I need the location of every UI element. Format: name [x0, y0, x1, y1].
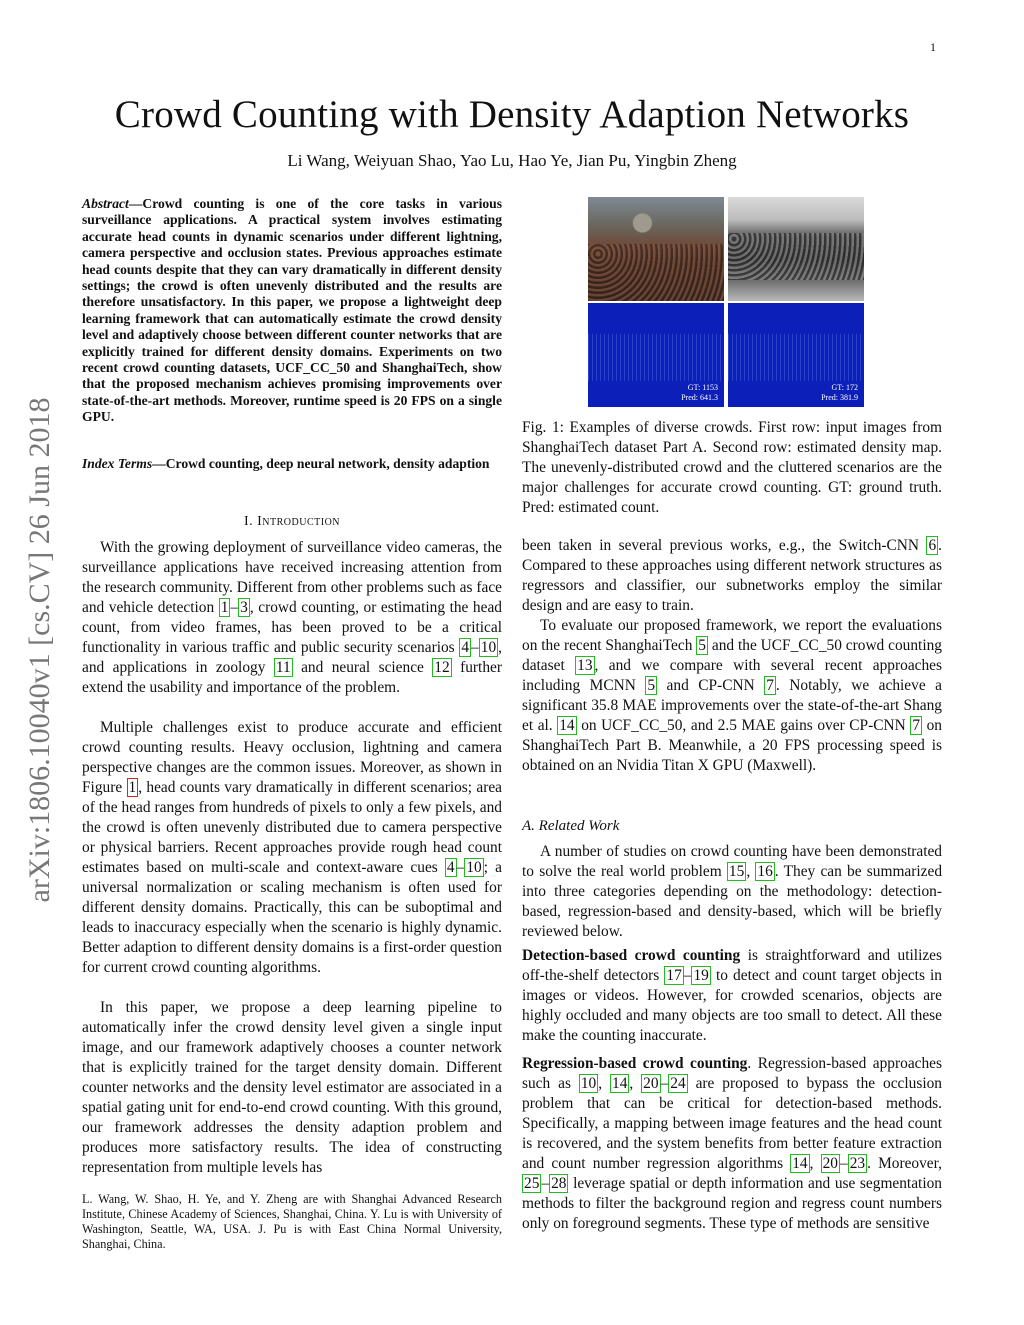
density-map-1-label: GT: 1153 Pred: 641.3 — [681, 383, 718, 402]
paper-title: Crowd Counting with Density Adaption Networks — [114, 93, 910, 136]
intro-paragraph-4: To evaluate our proposed framework, we report the evaluations on the recent ShanghaiTech 5 and the UCF_CC_50 crowd counting dataset 13 , and we compare with several recent approaches including MCNN 5 and CP-CNN 7 . Notably, we achieve a significant 35.8 MAE improvements over the state-of-the-art Shang et al. 14 on UCF_CC_50, and 2.5 MAE gains over CP-CNN 7 on ShanghaiTech Part B. Meanwhile, a 20 FPS processing speed is obtained on an Nvidia Titan X GPU (Maxwell). — [522, 617, 942, 774]
arxiv-identifier: arXiv:1806.10040v1 [cs.CV] 26 Jun 2018 — [23, 397, 56, 903]
crowd-image-1 — [588, 197, 724, 301]
section-heading-introduction: I. Introduction — [243, 514, 341, 529]
figure-caption: Fig. 1: Examples of diverse crowds. First row: input images from ShanghaiTech dataset Part A. Second row: estimated density map. The unevenly-distributed crowd and the cluttered scenarios are the major challenges for accurate crowd counting. GT: ground truth. Pred: estimated count. — [522, 419, 942, 516]
regression-based-paragraph: Regression-based crowd counting. Regression-based approaches such as 10 , 14 , 20 – 24 are proposed to bypass the occlusion problem that can be critical for detection-based methods. Specifically, a mapping between image features and the head count is recovered, and the system benefits from better feature extraction and count number regression algorithms 14 , 20 – 23 . Moreover, 25 – 28 leverage spatial or depth information and use segmentation methods to filter the background region and regress count numbers only on foreground segments. These type of methods are sensitive — [522, 1055, 942, 1232]
crowd-image-2 — [728, 197, 864, 301]
intro-paragraph-2: Multiple challenges exist to produce accurate and efficient crowd counting results. Heavy occlusion, lightning and camera perspective changes are the common issues. Moreover, as shown in Figure 1 , head counts vary dramatically in different scenarios; area of the head ranges from hundreds of pixels to only a few pixels, and the crowd is often unevenly distributed due to camera perspective or physical barriers. Recent approaches provide rough head count estimates based on multi-scale and context-aware cues 4 – 10 ; a universal normalization or scaling mechanism is often used for different density domains. Practically, this can be suboptimal and leads to inaccuracy especially when the scenario is highly dynamic. Better adaption to different density domains is a first-order question for current crowd counting algorithms. — [82, 719, 502, 976]
density-map-2 — [728, 303, 864, 407]
page-number: 1 — [930, 40, 936, 54]
index-terms: Index Terms—Crowd counting, deep neural network, density adaption — [82, 456, 490, 471]
subsection-heading-related-work: A. Related Work — [522, 818, 620, 834]
density-map-2-label: GT: 172 Pred: 381.9 — [821, 383, 858, 402]
density-map-1 — [588, 303, 724, 407]
abstract-text: Crowd counting is one of the core tasks in various surveillance applications. A practical system involves estimating accurate head counts in dynamic scenarios under different lightning, camera perspective and occlusion states. Previous approaches estimate head counts despite that they can vary dramatically in different density settings; the crowd is often unevenly distributed and the results are therefore unsatisfactory. In this paper, we propose a lightweight deep learning framework that can automatically estimate the crowd density level and adaptively choose between different counter networks that are explicitly trained for different density domains. Experiments on two recent crowd counting datasets, UCF_CC_50 and ShanghaiTech, show that the proposed mechanism achieves promising improvements over state-of-the-art methods. Moreover, runtime speed is 20 FPS on a single GPU. — [82, 196, 502, 425]
footnote: L. Wang, W. Shao, H. Ye, and Y. Zheng are with Shanghai Advanced Research Institute, Chinese Academy of Sciences, Shanghai, China. Y. Lu is with University of Washington, Seattle, WA, USA. J. Pu is with East China Normal University, Shanghai, China. — [82, 1192, 502, 1251]
detection-based-paragraph: Detection-based crowd counting is straightforward and utilizes off-the-shelf detectors 17 – 19 to detect and count target objects in images or videos. However, for crowded scenarios, objects are highly occluded and many objects are too small to detect. All these make the counting inaccurate. — [522, 947, 942, 1044]
intro-paragraph-1: With the growing deployment of surveillance video cameras, the surveillance applications have received increasing attention from the research community. Different from other problems such as face and vehicle detection 1 – 3 , crowd counting, or estimating the head count, from video frames, has been proved to be a critical functionality in various traffic and public security scenarios 4 – 10 , and applications in zoology 11 and neural science 12 further extend the usability and importance of the problem. — [82, 539, 502, 696]
related-work-paragraph-1: A number of studies on crowd counting have been demonstrated to solve the real world problem 15 , 16 . They can be summarized into three categories depending on the methodology: detection-based, regression-based and density-based, which will be briefly reviewed below. — [522, 843, 943, 940]
figure-1 — [586, 195, 876, 410]
index-terms-text: Crowd counting, deep neural network, density adaption — [165, 456, 490, 471]
abstract-label: Abstract — [82, 196, 129, 211]
regression-based-heading: Regression-based crowd counting — [522, 1055, 748, 1072]
arxiv-sidebar — [20, 360, 60, 940]
intro-paragraph-3: In this paper, we propose a deep learning pipeline to automatically infer the crowd density level given a single input image, and our framework adaptively chooses a counter network that is explicitly trained for the target density domain. Different counter networks and the density level estimator are associated in a spatial gating unit for end-to-end crowd counting. With this ground, our framework addresses the density adaption problem and produces more satisfactory results. The idea of constructing representation from multiple levels has — [82, 999, 502, 1176]
paper-authors: Li Wang, Weiyuan Shao, Yao Lu, Hao Ye, Jian Pu, Yingbin Zheng — [287, 151, 737, 170]
intro-paragraph-3-continued: been taken in several previous works, e.g., the Switch-CNN 6 . Compared to these approaches using different network structures as regressors and classifier, our subnetworks employ the similar design and are easy to train. — [522, 537, 942, 614]
abstract: Abstract—Crowd counting is one of the core tasks in various surveillance applications. A practical system involves estimating accurate head counts in dynamic scenarios under different lightning, camera perspective and occlusion states. Previous approaches estimate head counts despite that they can vary dramatically in different density settings; the crowd is often unevenly distributed and the results are therefore unsatisfactory. In this paper, we propose a lightweight deep learning framework that can automatically estimate the crowd density level and adaptively choose between different counter networks that are explicitly trained for different density domains. Experiments on two recent crowd counting datasets, UCF_CC_50 and ShanghaiTech, show that the proposed mechanism achieves promising improvements over state-of-the-art methods. Moreover, runtime speed is 20 FPS on a single GPU. — [82, 196, 502, 425]
detection-based-heading: Detection-based crowd counting — [522, 947, 741, 964]
index-terms-label: Index Terms — [82, 456, 153, 471]
